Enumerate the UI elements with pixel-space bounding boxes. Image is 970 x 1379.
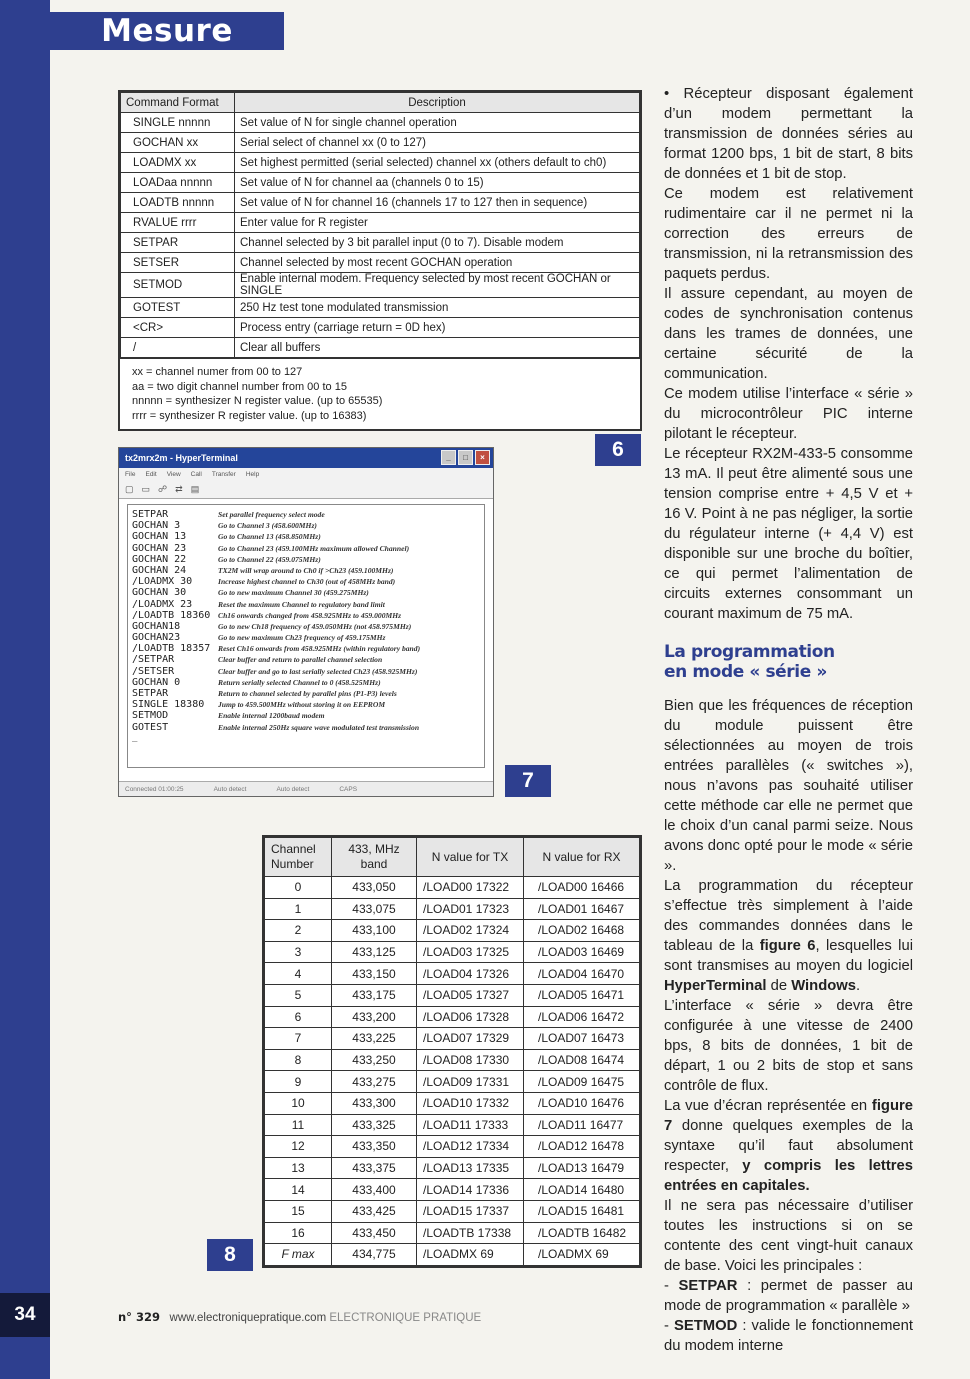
channel-row [265, 1028, 640, 1050]
terminal-line [128, 699, 484, 710]
toolbar [119, 480, 493, 499]
cursor-icon: _ [132, 732, 138, 743]
band-cell: 434,775 [332, 1244, 417, 1266]
new-icon[interactable]: ▢ [125, 483, 134, 494]
paragraph: Ce modem est relativement rudimentaire car il ne permet ni la correction des erreurs de transmission, ni la retransmission des paquets perdus. [664, 186, 913, 282]
status-detect: Auto detect [276, 785, 310, 793]
rx-value-cell: /LOAD06 16472 [524, 1006, 640, 1028]
tx-value-cell: /LOAD03 17325 [417, 941, 524, 963]
band-cell: 433,175 [332, 984, 417, 1006]
left-sidebar-band [0, 0, 50, 1379]
section-title: Mesure [50, 12, 284, 50]
terminal-line [128, 677, 484, 688]
terminal-line [128, 543, 484, 554]
terminal-line [128, 621, 484, 632]
tx-value-cell: /LOAD10 17332 [417, 1092, 524, 1114]
terminal-command: GOCHAN 24 [132, 564, 187, 576]
terminal-command: SETMOD [132, 710, 169, 722]
channel-number-cell: 16 [265, 1222, 332, 1244]
terminal-comment: Reset the maximum Channel to regulatory band limit [218, 599, 385, 609]
terminal-comment: Go to Channel 3 (458.600MHz) [218, 521, 317, 531]
rx-value-cell: /LOAD13 16479 [524, 1157, 640, 1179]
command-format-cell: GOTEST [121, 298, 235, 318]
window-title: tx2mrx2m - HyperTerminal [125, 453, 238, 463]
terminal-line [128, 643, 484, 654]
paragraph: Il ne sera pas nécessaire d’utiliser toutes les instructions si on se contente des cent vingt-huit canaux de base. Voici les principales : [664, 1198, 913, 1274]
website-link[interactable]: www.electroniquepratique.com [169, 1312, 327, 1324]
command-row [121, 113, 640, 133]
heading-line: La programmation [664, 642, 835, 662]
command-description-cell: 250 Hz test tone modulated transmission [235, 298, 640, 318]
rx-value-cell: /LOAD15 16481 [524, 1200, 640, 1222]
rx-value-cell: /LOAD05 16471 [524, 984, 640, 1006]
paragraph: • Récepteur disposant également d’un modem permettant la transmission de données séries au format 1200 bps, 1 bit de start, 8 bits de données et 1 bit de stop. [664, 86, 913, 182]
channel-row [265, 1006, 640, 1028]
tx-value-cell: /LOAD14 17336 [417, 1179, 524, 1201]
terminal-line [128, 632, 484, 643]
figure-6-badge: 6 [595, 434, 641, 466]
rx-value-cell: /LOADTB 16482 [524, 1222, 640, 1244]
note-line: aa = two digit channel number from 00 to 15 [132, 380, 347, 393]
channel-row [265, 1222, 640, 1244]
terminal-command: GOCHAN 0 [132, 676, 181, 688]
channel-table-header: 433, MHz band [332, 838, 417, 877]
rx-value-cell: /LOAD09 16475 [524, 1071, 640, 1093]
terminal-command: GOCHAN18 [132, 620, 181, 632]
channel-row [265, 1114, 640, 1136]
command-row [121, 273, 640, 298]
command-row [121, 318, 640, 338]
terminal-comment: Clear buffer and go to last serially selected Ch23 (458.925MHz) [218, 666, 418, 676]
command-row [121, 173, 640, 193]
channel-number-cell: 14 [265, 1179, 332, 1201]
channel-number-cell: 4 [265, 963, 332, 985]
channel-number-cell: 6 [265, 1006, 332, 1028]
figure-7-badge: 7 [505, 765, 551, 797]
channel-table [262, 835, 642, 1268]
terminal-command: SETPAR [132, 688, 169, 699]
command-description-cell: Channel selected by most recent GOCHAN operation [235, 253, 640, 273]
close-icon[interactable]: × [475, 450, 490, 465]
band-cell: 433,375 [332, 1157, 417, 1179]
terminal-command: GOCHAN 13 [132, 531, 187, 543]
band-cell: 433,400 [332, 1179, 417, 1201]
channel-row [265, 1071, 640, 1093]
rx-value-cell: /LOADMX 69 [524, 1244, 640, 1266]
channel-number-cell: 9 [265, 1071, 332, 1093]
command-format-cell: RVALUE rrrr [121, 213, 235, 233]
command-row [121, 233, 640, 253]
terminal-line [128, 688, 484, 699]
bullet-item: - SETMOD : valide le fonctionnement du modem interne [664, 1318, 913, 1354]
menu-call[interactable]: Call [190, 470, 202, 478]
terminal-comment: Enable internal 250Hz square wave modulated test transmission [218, 722, 420, 732]
channel-number-cell: 11 [265, 1114, 332, 1136]
channel-row [265, 1049, 640, 1071]
band-cell: 433,350 [332, 1136, 417, 1158]
channel-number-cell: 2 [265, 920, 332, 942]
command-row [121, 338, 640, 358]
paragraph: Il assure cependant, au moyen de codes de synchronisation contenus dans les trames de données, une certaine sécurité de la communication. [664, 286, 913, 382]
terminal-command: GOCHAN 23 [132, 542, 187, 554]
channel-number-cell: 1 [265, 898, 332, 920]
command-description-cell: Enter value for R register [235, 213, 640, 233]
band-cell: 433,100 [332, 920, 417, 942]
rx-value-cell: /LOAD01 16467 [524, 898, 640, 920]
terminal-comment: Go to Channel 13 (458.850MHz) [218, 532, 321, 542]
paragraph: La programmation du récepteur s’effectue très simplement à l’aide des commandes données dans le tableau de la figure 6, lesquelles lui sont transmises au moyen du logiciel HyperTerminal de Windows. [664, 878, 913, 994]
channel-row [265, 1179, 640, 1201]
command-format-cell: SETPAR [121, 233, 235, 253]
terminal-line [128, 554, 484, 565]
command-row [121, 253, 640, 273]
command-format-cell: LOADaa nnnnn [121, 173, 235, 193]
magazine-brand: ELECTRONIQUE PRATIQUE [329, 1312, 482, 1324]
terminal-comment: Return to channel selected by parallel pins (P1-P3) levels [218, 689, 397, 698]
terminal-comment: Go to Channel 23 (459.100MHz maximum allowed Channel) [218, 543, 410, 553]
terminal-command: GOCHAN 30 [132, 587, 187, 599]
terminal-command: /LOADMX 30 [132, 576, 193, 588]
rx-value-cell: /LOAD02 16468 [524, 920, 640, 942]
terminal-line [128, 531, 484, 542]
command-description-cell: Set value of N for channel 16 (channels 17 to 127 then in sequence) [235, 193, 640, 213]
rx-value-cell: /LOAD04 16470 [524, 963, 640, 985]
command-format-cell: <CR> [121, 318, 235, 338]
menu-file[interactable]: File [125, 470, 136, 478]
tx-value-cell: /LOAD04 17326 [417, 963, 524, 985]
note-line: xx = channel numer from 00 to 127 [132, 366, 303, 378]
channel-number-cell: 0 [265, 877, 332, 899]
terminal-command: GOTEST [132, 721, 169, 733]
terminal-comment: Jump to 459.500MHz without storing it on EEPROM [218, 700, 386, 710]
tx-value-cell: /LOADTB 17338 [417, 1222, 524, 1244]
rx-value-cell: /LOAD10 16476 [524, 1092, 640, 1114]
rx-value-cell: /LOAD11 16477 [524, 1114, 640, 1136]
terminal-comment: Go to Channel 22 (459.075MHz) [218, 554, 321, 564]
rx-value-cell: /LOAD08 16474 [524, 1049, 640, 1071]
tx-value-cell: /LOAD11 17333 [417, 1114, 524, 1136]
tx-value-cell: /LOAD05 17327 [417, 984, 524, 1006]
terminal-line [128, 576, 484, 587]
bullet-item: - SETPAR : permet de passer au mode de programmation « parallèle » [664, 1278, 913, 1314]
band-cell: 433,225 [332, 1028, 417, 1050]
command-format-cell: SETSER [121, 253, 235, 273]
channel-table-header: N value for TX [417, 838, 524, 877]
band-cell: 433,200 [332, 1006, 417, 1028]
terminal-comment: Go to new Ch18 frequency of 459.050MHz (not 458.975MHz) [218, 621, 412, 631]
channel-row [265, 941, 640, 963]
menu-help[interactable]: Help [245, 470, 260, 478]
terminal-command: /LOADMX 23 [132, 598, 193, 610]
command-row [121, 133, 640, 153]
command-description-cell: Set value of N for single channel operation [235, 113, 640, 133]
send-icon[interactable]: ⇄ [175, 483, 183, 494]
terminal-command: /LOADTB 18360 [132, 609, 211, 621]
terminal-comment: TX2M will wrap around to Ch0 if >Ch23 (459.100MHz) [218, 565, 394, 575]
terminal-line [128, 610, 484, 621]
terminal-comment: Ch16 onwards changed from 458.925MHz to 459.000MHz [218, 610, 402, 620]
hyperterminal-window [118, 447, 494, 797]
command-table-header: Description [235, 93, 640, 113]
band-cell: 433,075 [332, 898, 417, 920]
terminal-line [128, 599, 484, 610]
command-row [121, 298, 640, 318]
terminal-line [128, 710, 484, 721]
terminal-comment: Clear buffer and return to parallel channel selection [218, 655, 383, 665]
terminal-command: /LOADTB 18357 [132, 643, 211, 655]
channel-number-cell: 10 [265, 1092, 332, 1114]
band-cell: 433,050 [332, 877, 417, 899]
heading-line: en mode « série » [664, 662, 827, 682]
channel-row [265, 963, 640, 985]
channel-table-header: N value for RX [524, 838, 640, 877]
section-heading [664, 642, 913, 682]
tx-value-cell: /LOAD02 17324 [417, 920, 524, 942]
status-detect: Auto detect [213, 785, 247, 793]
rx-value-cell: /LOAD07 16473 [524, 1028, 640, 1050]
tx-value-cell: /LOAD13 17335 [417, 1157, 524, 1179]
command-row [121, 193, 640, 213]
terminal-command: GOCHAN 22 [132, 553, 187, 565]
terminal-line [128, 654, 484, 665]
band-cell: 433,325 [332, 1114, 417, 1136]
command-format-cell: GOCHAN xx [121, 133, 235, 153]
rx-value-cell: /LOAD03 16469 [524, 941, 640, 963]
terminal-comment: Set parallel frequency select mode [218, 510, 325, 519]
terminal-comment: Go to new maximum Ch23 frequency of 459.175MHz [218, 633, 386, 643]
channel-number-cell: 13 [265, 1157, 332, 1179]
terminal-command: GOCHAN23 [132, 632, 181, 644]
rx-value-cell: /LOAD12 16478 [524, 1136, 640, 1158]
maximize-icon[interactable]: □ [458, 450, 473, 465]
terminal-command: SETPAR [132, 509, 169, 520]
channel-number-cell: 5 [265, 984, 332, 1006]
issue-number: n° 329 [118, 1310, 160, 1324]
band-cell: 433,425 [332, 1200, 417, 1222]
channel-row [265, 1244, 640, 1266]
channel-row [265, 984, 640, 1006]
tx-value-cell: /LOAD12 17334 [417, 1136, 524, 1158]
command-format-cell: LOADTB nnnnn [121, 193, 235, 213]
terminal-comment: Return serially selected Channel to 0 (458.525MHz) [218, 677, 381, 687]
command-format-cell: SETMOD [121, 273, 235, 298]
paragraph: Ce modem utilise l’interface « série » du microcontrôleur PIC interne pilotant le récepteur. [664, 386, 913, 442]
channel-number-cell: 12 [265, 1136, 332, 1158]
channel-number-cell: 8 [265, 1049, 332, 1071]
command-description-cell: Channel selected by 3 bit parallel input (0 to 7). Disable modem [235, 233, 640, 253]
terminal-command: /SETSER [132, 665, 175, 677]
channel-table-header: Channel Number [265, 838, 332, 877]
command-description-cell: Set value of N for channel aa (channels 0 to 15) [235, 173, 640, 193]
status-bar [119, 781, 494, 796]
terminal-comment: Enable internal 1200baud modem [218, 711, 325, 721]
menu-view[interactable]: View [166, 470, 181, 478]
command-description-cell: Process entry (carriage return = 0D hex) [235, 318, 640, 338]
terminal-line [128, 509, 484, 520]
channel-number-cell: 3 [265, 941, 332, 963]
band-cell: 433,125 [332, 941, 417, 963]
terminal-comment: Go to new maximum Channel 30 (459.275MHz) [218, 588, 369, 598]
command-table-notes [120, 358, 640, 429]
terminal-comment: Reset Ch16 onwards from 458.925MHz (within regulatory band) [218, 644, 421, 654]
properties-icon[interactable]: ▤ [190, 483, 200, 494]
channel-row [265, 1136, 640, 1158]
channel-row [265, 1092, 640, 1114]
tx-value-cell: /LOAD01 17323 [417, 898, 524, 920]
tx-value-cell: /LOAD07 17329 [417, 1028, 524, 1050]
note-line: rrrr = synthesizer R register value. (up to 16383) [132, 409, 367, 422]
status-connected: Connected 01:00:25 [125, 785, 184, 793]
command-description-cell: Enable internal modem. Frequency selected by most recent GOCHAN or SINGLE [235, 273, 640, 298]
window-titlebar [119, 448, 493, 468]
band-cell: 433,275 [332, 1071, 417, 1093]
terminal-command: /SETPAR [132, 654, 175, 666]
band-cell: 433,150 [332, 963, 417, 985]
minimize-icon[interactable]: _ [441, 450, 456, 465]
menu-transfer[interactable]: Transfer [211, 470, 236, 478]
command-format-cell: SINGLE nnnnn [121, 113, 235, 133]
command-description-cell: Clear all buffers [235, 338, 640, 358]
tx-value-cell: /LOAD06 17328 [417, 1006, 524, 1028]
tx-value-cell: /LOAD08 17330 [417, 1049, 524, 1071]
terminal-command: GOCHAN 3 [132, 520, 181, 532]
band-cell: 433,450 [332, 1222, 417, 1244]
paragraph: Bien que les fréquences de réception du module puissent être sélectionnées au moyen de trois entrées parallèles (« switches »), nous n’avons pas souhaité utiliser cette méthode car elle ne permet que le choix d’un canal parmi seize. Nous avons donc opté pour le mode « série ». [664, 698, 913, 874]
terminal-command: SINGLE 18380 [132, 699, 205, 711]
band-cell: 433,250 [332, 1049, 417, 1071]
figure-8-badge: 8 [207, 1239, 253, 1271]
command-table [118, 90, 642, 431]
command-table-header: Command Format [121, 93, 235, 113]
status-caps: CAPS [339, 785, 358, 793]
channel-row [265, 920, 640, 942]
note-line: nnnnn = synthesizer N register value. (up to 65535) [132, 395, 383, 407]
channel-number-cell: 15 [265, 1200, 332, 1222]
channel-row [265, 1157, 640, 1179]
terminal-line [128, 587, 484, 598]
tx-value-cell: /LOADMX 69 [417, 1244, 524, 1266]
disconnect-icon[interactable]: ☍ [158, 483, 168, 494]
terminal-line [128, 666, 484, 677]
tx-value-cell: /LOAD15 17337 [417, 1200, 524, 1222]
command-format-cell: LOADMX xx [121, 153, 235, 173]
article-column [664, 84, 913, 1356]
menu-edit[interactable]: Edit [145, 470, 157, 478]
terminal-line [128, 565, 484, 576]
paragraph: Le récepteur RX2M-433-5 consomme 13 mA. Il peut être alimenté sous une tension comprise entre + 4,5 V et + 16 V. Point à ne pas négliger, la sortie du régulateur interne (+ 4,4 V) est disponible sur une broche du boîtier, ce qui permet l’alimentation de circuits externes consommant un courant maximum de 75 mA. [664, 446, 913, 622]
channel-row [265, 1200, 640, 1222]
terminal-area[interactable] [127, 504, 485, 768]
command-row [121, 153, 640, 173]
channel-number-cell: F max [265, 1244, 332, 1266]
page-footer [118, 1310, 481, 1324]
band-cell: 433,300 [332, 1092, 417, 1114]
terminal-line [128, 520, 484, 531]
terminal-comment: Increase highest channel to Ch30 (out of 458MHz band) [218, 577, 396, 587]
page-number: 34 [0, 1293, 50, 1337]
command-format-cell: / [121, 338, 235, 358]
tx-value-cell: /LOAD09 17331 [417, 1071, 524, 1093]
command-description-cell: Serial select of channel xx (0 to 127) [235, 133, 640, 153]
paragraph: L’interface « série » devra être configurée à une vitesse de 2400 bps, 8 bits de données, 1 bit de départ, 1 ou 2 bits de stop et sans contrôle de flux. [664, 998, 913, 1094]
channel-number-cell: 7 [265, 1028, 332, 1050]
rx-value-cell: /LOAD00 16466 [524, 877, 640, 899]
rx-value-cell: /LOAD14 16480 [524, 1179, 640, 1201]
channel-row [265, 877, 640, 899]
menu-bar [119, 468, 493, 480]
terminal-line [128, 722, 484, 733]
paragraph: La vue d’écran représentée en figure 7 donne quelques exemples de la syntaxe qu’il faut absolument respecter, y compris les lettres entrées en capitales. [664, 1098, 914, 1194]
tx-value-cell: /LOAD00 17322 [417, 877, 524, 899]
open-icon[interactable]: ▭ [141, 483, 151, 494]
command-row [121, 213, 640, 233]
channel-row [265, 898, 640, 920]
command-description-cell: Set highest permitted (serial selected) channel xx (others default to ch0) [235, 153, 640, 173]
